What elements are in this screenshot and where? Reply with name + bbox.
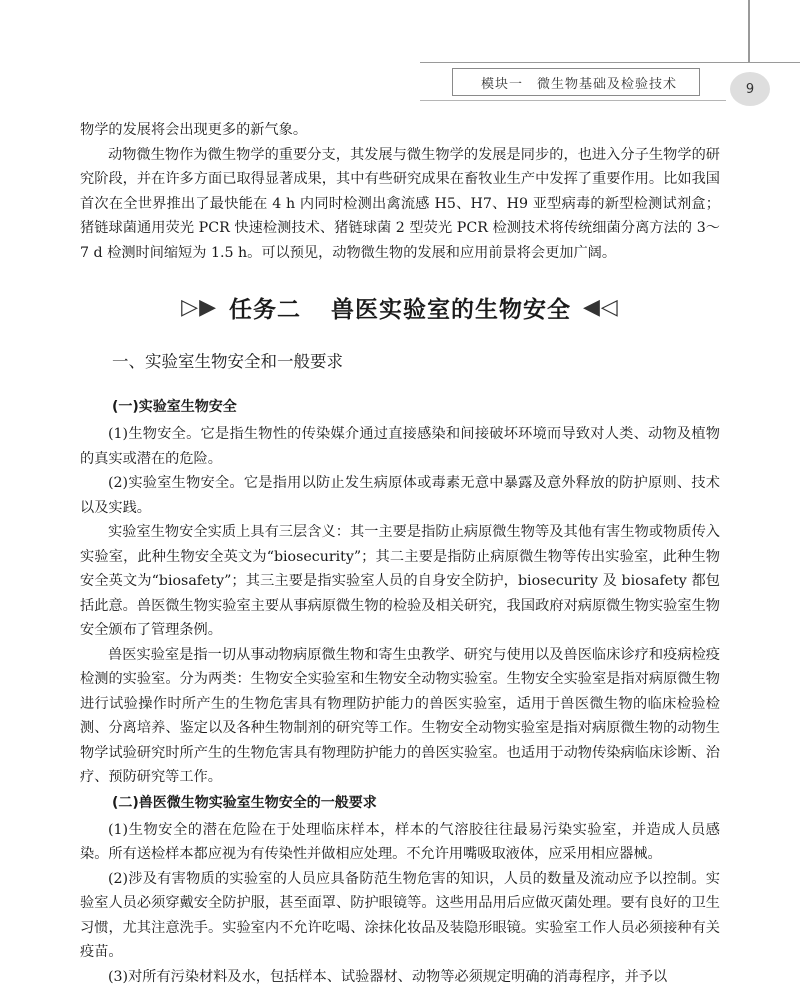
subsection-heading: (二)兽医微生物实验室生物安全的一般要求: [112, 794, 377, 811]
paragraph: (1)生物安全。它是指生物性的传染媒介通过直接感染和间接破坏环境而导致对人类、动物及植物的真实或潜在的危险。: [80, 426, 720, 467]
paragraph: 动物微生物作为微生物学的重要分支，其发展与微生物学的发展是同步的，也进入分子生物学的研究阶段，并在许多方面已取得显著成果，其中有些研究成果在畜牧业生产中发挥了重要作用。比如我国首次在全世界推出了最快能在 4 h 内同时检测出禽流感 H5、H7、H9 亚型病毒的新型检测试剂盒；猪链球菌通用荧光 PCR 快速检测技术、猪链球菌 2 型荧光 PCR 检测技术将传统细菌分离方法的 3～7 d 检测时间缩短为 1.5 h。可以预见，动物微生物的发展和应用前景将会更加广阔。: [80, 146, 720, 261]
paragraph: 物学的发展将会出现更多的新气象。: [80, 122, 308, 138]
paragraph: (3)对所有污染材料及水，包括样本、试验器材、动物等必须规定明确的消毒程序，并予以: [108, 968, 668, 985]
header-rule: [420, 62, 800, 63]
subsection-heading: (一)实验室生物安全: [112, 399, 237, 415]
paragraph: (1)生物安全的潜在危险在于处理临床样本，样本的气溶胶往往最易污染实验室，并造成人员感染。所有送检样本都应视为有传染性并做相应处理。不允许用嘴吸取液体，应采用相应器械。: [80, 821, 720, 862]
page-number: 9: [730, 72, 770, 106]
task-number: 任务二: [229, 297, 301, 323]
module-title: 微生物基础及检验技术: [537, 76, 678, 92]
paragraph: (2)实验室生物安全。它是指用以防止发生病原体或毒素无意中暴露及意外释放的防护原则、技术以及实践。: [80, 475, 720, 516]
arrow-left-icon: ◀◁: [583, 295, 619, 320]
arrow-right-icon: ▷▶: [181, 295, 217, 320]
running-header: [452, 68, 700, 96]
task-heading: [80, 291, 720, 324]
paragraph: (2)涉及有害物质的实验室的人员应具备防范生物危害的知识，人员的数量及流动应予以控制。实验室人员必须穿戴安全防护服，甚至面罩、防护眼镜等。这些用品用后应做灭菌处理。要有良好的卫生习惯，尤其注意洗手。实验室内不允许吃喝、涂抹化妆品及装隐形眼镜。实验室工作人员必须接种有关疫苗。: [80, 870, 720, 960]
paragraph: 实验室生物安全实质上具有三层含义：其一主要是指防止病原微生物等及其他有害生物或物质传入实验室，此种生物安全英文为“biosecurity”；其二主要是指防止病原微生物等传出实验室，此种生物安全英文为“biosafety”；其三主要是指实验室人员的自身安全防护，biosecurity 及 biosafety 都包括此意。兽医微生物实验室主要从事病原微生物的检验及相关研究，我国政府对病原微生物实验室生物安全颁布了管理条例。: [80, 524, 720, 638]
task-title: 兽医实验室的生物安全: [331, 297, 571, 323]
corner-vertical-rule: [748, 0, 750, 62]
module-label: 模块一: [481, 76, 524, 92]
header-underline-rule: [420, 100, 726, 101]
section-heading: 一、实验室生物安全和一般要求: [112, 352, 343, 371]
page-body: [80, 118, 720, 989]
paragraph: 兽医实验室是指一切从事动物病原微生物和寄生虫教学、研究与使用以及兽医临床诊疗和疫病检疫检测的实验室。分为两类：生物安全实验室和生物安全动物实验室。生物安全实验室是指对病原微生物进行试验操作时所产生的生物危害具有物理防护能力的兽医实验室，适用于兽医微生物的临床检验检测、分离培养、鉴定以及各种生物制剂的研究等工作。生物安全动物实验室是指对病原微生物的动物生物学试验研究时所产生的生物危害具有物理防护能力的兽医实验室。也适用于动物传染病临床诊断、治疗、预防研究等工作。: [80, 646, 720, 785]
